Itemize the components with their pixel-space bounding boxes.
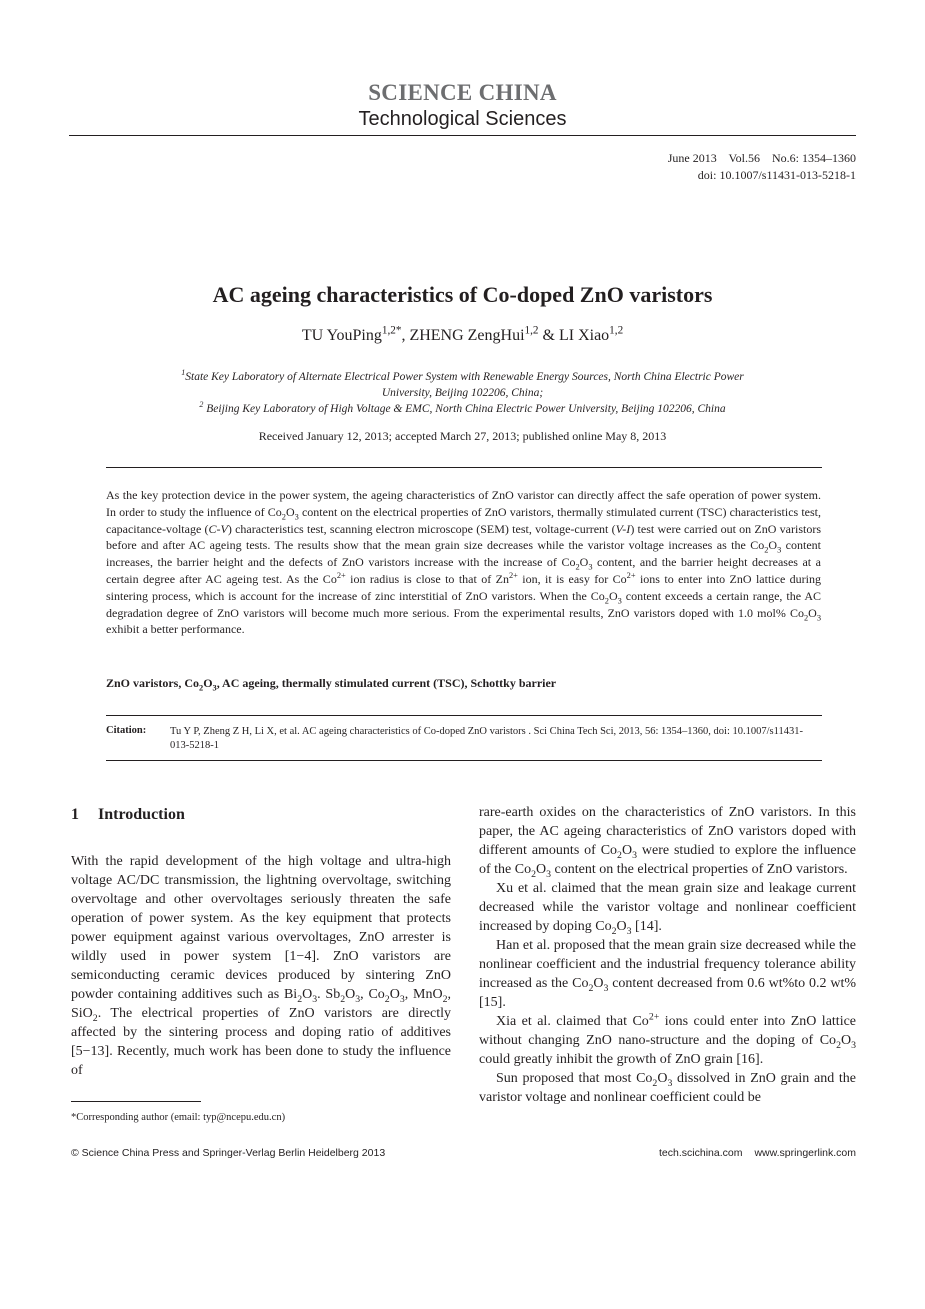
chem-o: O — [840, 1033, 852, 1048]
affil-mark: 1 — [181, 368, 186, 378]
author-affil-mark: 1,2 — [524, 324, 539, 337]
abstract-text: ) characteristics test, scanning electron microscope (SEM) test, voltage-current ( — [227, 521, 616, 536]
footer-link[interactable]: www.springerlink.com — [754, 1147, 856, 1159]
chem-o: O — [345, 987, 356, 1002]
abstract-text: exhibit a better performance. — [106, 622, 245, 637]
subscript: 2 — [604, 596, 609, 606]
subscript: 3 — [632, 849, 637, 861]
issue-info — [668, 150, 856, 184]
superscript: 2+ — [508, 570, 518, 580]
subscript: 3 — [399, 993, 405, 1005]
chem-o: O — [608, 588, 618, 603]
affiliation — [160, 401, 765, 417]
received-dates: Received January 12, 2013; accepted March 27, 2013; published online May 8, 2013 — [258, 429, 667, 443]
body-text: , SiO — [71, 987, 451, 1021]
author-list — [0, 324, 925, 345]
subscript: 2 — [803, 612, 809, 622]
subscript: 2 — [588, 982, 594, 994]
subscript: 3 — [667, 1077, 673, 1089]
chem-o: O — [621, 843, 633, 858]
chem-o: O — [579, 555, 589, 570]
body-paragraph — [479, 803, 856, 879]
chem-o: O — [285, 504, 295, 519]
section-heading — [71, 806, 185, 824]
abstract-text: content exceeds a certain range, the AC degradation degree of ZnO varistors will become much more serious. From the experimental results, ZnO varistors doped with 1.0 mol% Co — [106, 588, 821, 620]
chem-o: O — [203, 676, 213, 690]
subscript: 2 — [575, 562, 580, 572]
body-text: Xu et al. claimed that the mean grain size and leakage current decreased while the varistor voltage and nonlinear coefficient increased by doping Co — [479, 881, 856, 934]
affil-text: State Key Laboratory of Alternate Electrical Power System with Renewable Energy Sources, North China Electric Power University, Beijing 102206, China; — [185, 371, 744, 399]
body-paragraph — [71, 852, 451, 1080]
article-title: AC ageing characteristics of Co-doped ZnO varistors — [212, 282, 713, 307]
subscript: 3 — [777, 545, 782, 555]
subscript: 3 — [212, 683, 217, 693]
subscript: 3 — [588, 562, 593, 572]
subscript: 3 — [312, 993, 318, 1005]
author-name: LI Xiao — [558, 327, 610, 344]
body-paragraph — [479, 936, 856, 1012]
footnote-rule — [71, 1101, 201, 1102]
subscript: 2 — [340, 993, 346, 1005]
copyright: © Science China Press and Springer-Verlag Berlin Heidelberg 2013 — [71, 1147, 386, 1159]
chem-o: O — [302, 987, 313, 1002]
superscript: 2+ — [336, 570, 346, 580]
chem-o: O — [536, 862, 547, 877]
citation-rule — [106, 715, 822, 716]
chem-o: O — [657, 1071, 668, 1086]
chem-o: O — [616, 919, 627, 934]
body-text: rare-earth oxides on the characteristics of ZnO varistors. In this paper, the AC ageing characteristics of ZnO varistors doped with different amounts of Co — [479, 805, 856, 858]
author-separator: , — [401, 327, 410, 344]
abstract-text: content increases, the barrier height and the defects of ZnO varistors increase with the increase of Co — [106, 538, 821, 570]
abstract — [106, 487, 821, 638]
subscript: 2 — [199, 683, 204, 693]
footnote: *Corresponding author (email: typ@ncepu.edu.cn) — [71, 1112, 286, 1123]
section-number: 1 — [71, 806, 79, 823]
journal-section: Technological Sciences — [358, 108, 567, 130]
subscript: 3 — [851, 1039, 856, 1051]
subscript: 3 — [626, 925, 632, 937]
chem-o: O — [768, 538, 778, 553]
header-rule — [69, 135, 856, 136]
affiliation — [160, 369, 765, 401]
issue-line: June 2013 Vol.56 No.6: 1354–1360 — [667, 151, 856, 165]
subscript: 2 — [836, 1039, 841, 1051]
body-text: With the rapid development of the high voltage and ultra-high voltage AC/DC transmission, the lightning overvoltage, switching overvoltage and other overvoltages seriously threaten the safe operation of power system. As the key equipment that protects power equipment against various overvoltages, ZnO arrester is wildly used in power system [1−4]. ZnO varistors are semiconducting ceramic devices produced by sintering ZnO powder containing additives such as Bi — [71, 854, 451, 1002]
superscript: 2+ — [626, 570, 636, 580]
abstract-text: As the key protection device in the power system, the ageing characteristics of ZnO varistor can directly affect the safe operation of power system. In order to study the influence of Co — [106, 488, 821, 519]
left-column — [71, 852, 451, 1080]
body-text: content on the electrical properties of ZnO varistors. — [551, 862, 848, 877]
subscript: 2 — [384, 993, 390, 1005]
author-name: TU YouPing — [301, 327, 382, 344]
affiliations — [160, 369, 765, 417]
abstract-text: ion radius is close to that of Zn — [345, 571, 509, 586]
subscript: 2 — [617, 849, 622, 861]
chem-o: O — [389, 987, 400, 1002]
abstract-text: ions to enter into ZnO lattice during sintering process, which is account for the increase of zinc interstitial of ZnO varistors. When the Co — [106, 571, 821, 603]
subscript: 2 — [297, 993, 303, 1005]
body-text: were studied to explore the influence of the Co — [479, 843, 856, 877]
author-ampersand: & — [538, 327, 559, 344]
superscript: 2+ — [648, 1011, 660, 1023]
body-paragraph — [479, 879, 856, 936]
body-paragraph — [479, 1012, 856, 1069]
affil-mark: 2 — [199, 400, 204, 410]
citation-text: Tu Y P, Zheng Z H, Li X, et al. AC ageing characteristics of Co-doped ZnO varistors . Sci China Tech Sci, 2013, 56: 1354–1360, doi: 10.1007/s11431-013-5218-1 — [170, 726, 803, 751]
citation-label: Citation: — [106, 725, 147, 736]
body-text: content decreased from 0.6 wt%to 0.2 wt% [15]. — [479, 976, 856, 1010]
body-text: Xia et al. claimed that Co — [496, 1014, 649, 1029]
author-affil-mark: 1,2* — [381, 324, 402, 337]
subscript: 2 — [281, 512, 286, 522]
abstract-italic: C-V — [208, 521, 228, 536]
citation-bottom-rule — [106, 760, 822, 761]
keywords-text: , AC ageing, thermally stimulated current (TSC), Schottky barrier — [216, 676, 557, 690]
subscript: 2 — [652, 1077, 658, 1089]
body-text: ions could enter into ZnO lattice without changing ZnO nano-structure and the doping of Co — [479, 1014, 857, 1048]
subscript: 2 — [531, 868, 537, 880]
abstract-text: content, and the barrier height decreases at a certain degree after AC ageing test. As the Co — [106, 555, 821, 586]
subscript: 3 — [617, 596, 622, 606]
affil-text: Beijing Key Laboratory of High Voltage & EMC, North China Electric Power University, Beijing 102206, China — [203, 403, 726, 415]
abstract-text: content on the electrical properties of ZnO varistors, thermally stimulated current (TSC) characteristics test, capacitance-voltage ( — [106, 504, 821, 536]
subscript: 3 — [816, 612, 821, 622]
body-text: Sun proposed that most Co — [496, 1071, 653, 1086]
body-text: , Co — [360, 987, 385, 1002]
subscript: 2 — [764, 545, 769, 555]
subscript: 3 — [294, 512, 299, 522]
abstract-text: ion, it is easy for Co — [517, 571, 627, 586]
subscript: 3 — [355, 993, 361, 1005]
author-name: ZHENG ZengHui — [409, 327, 525, 344]
doi: doi: 10.1007/s11431-013-5218-1 — [697, 168, 856, 182]
chem-o: O — [593, 976, 604, 991]
footer-links — [659, 1147, 856, 1159]
keywords-text: ZnO varistors, Co — [106, 676, 199, 690]
subscript: 2 — [611, 925, 617, 937]
keywords — [106, 676, 821, 691]
body-text: Han et al. proposed that the mean grain size decreased while the nonlinear coefficient and the industrial frequency tolerance ability increased as the Co — [479, 938, 856, 991]
body-text: [14]. — [631, 919, 662, 934]
body-text: dissolved in ZnO grain and the varistor voltage and nonlinear coefficient could be — [479, 1071, 856, 1105]
abstract-top-rule — [106, 467, 822, 468]
subscript: 3 — [603, 982, 609, 994]
body-text: , MnO — [404, 987, 443, 1002]
subscript: 3 — [546, 868, 552, 880]
footer-link[interactable]: tech.scichina.com — [659, 1147, 743, 1159]
subscript: 2 — [442, 993, 448, 1005]
section-title: Introduction — [98, 806, 185, 823]
body-paragraph — [479, 1069, 856, 1107]
body-text: . Sb — [317, 987, 341, 1002]
chem-o: O — [808, 605, 817, 620]
journal-name: SCIENCE CHINA — [368, 80, 557, 105]
right-column — [479, 803, 856, 1107]
author-affil-mark: 1,2 — [609, 324, 624, 337]
body-text: could greatly inhibit the growth of ZnO grain [16]. — [479, 1052, 764, 1067]
abstract-text: ) test were carried out on ZnO varistors before and after AC ageing tests. The results show that the mean grain size decreases while the varistor voltage increases as the Co — [106, 521, 821, 553]
abstract-italic: V-I — [615, 521, 631, 536]
subscript: 2 — [92, 1012, 98, 1024]
body-text: . The electrical properties of ZnO varistors are directly affected by the sintering process and doping ratio of additives [5−13]. Recently, much work has been done to study the influence of — [71, 1006, 451, 1078]
